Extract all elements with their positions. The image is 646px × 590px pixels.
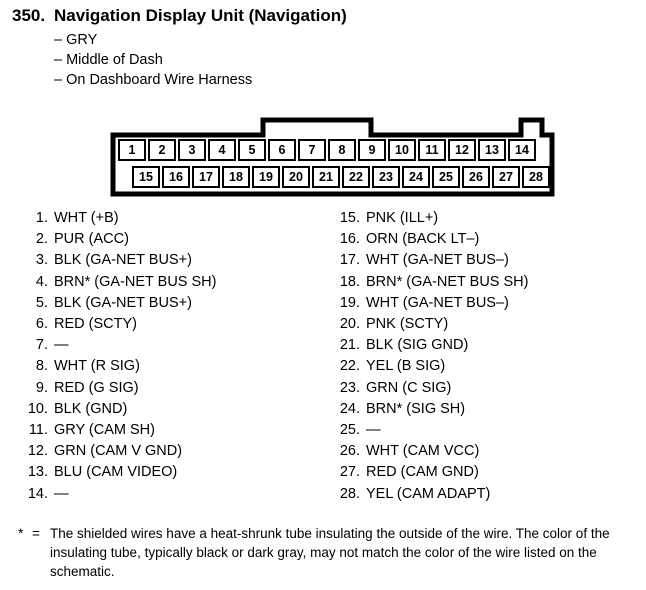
pin-cell: 7 (298, 139, 326, 161)
pin-number: 16. (339, 231, 360, 248)
pin-label: RED (SCTY) (54, 316, 137, 333)
pin-label: WHT (CAM VCC) (366, 443, 480, 460)
pin-cell: 18 (222, 166, 250, 188)
list-item (330, 250, 630, 271)
pin-number: 1. (35, 210, 48, 226)
pin-number: 6. (35, 316, 48, 333)
pin-label: BLK (SIG GND) (366, 337, 469, 354)
pin-number: 2. (35, 231, 48, 248)
pin-number: 9. (35, 379, 48, 396)
pin-number: 12. (27, 443, 48, 460)
footnote (18, 524, 638, 581)
pin-label: — (54, 485, 69, 502)
list-item (18, 441, 318, 462)
pin-label: BLU (CAM VIDEO) (54, 464, 178, 481)
pin-label: ORN (BACK LT–) (366, 231, 480, 248)
pin-cell: 27 (492, 166, 520, 188)
pin-number: 17. (339, 252, 360, 269)
connector-bottom-pin-row (132, 166, 552, 188)
list-item (330, 229, 630, 250)
list-item (18, 484, 318, 505)
list-item (330, 484, 630, 505)
pin-number: 10. (27, 400, 48, 417)
pin-cell: 12 (448, 139, 476, 161)
pin-cell: 20 (282, 166, 310, 188)
pin-label: BLK (GA-NET BUS+) (54, 252, 192, 269)
connector-diagram (110, 117, 555, 197)
pin-cell: 14 (508, 139, 536, 161)
list-item (18, 399, 318, 420)
pin-number: 21. (339, 337, 360, 354)
pin-label: WHT (GA-NET BUS–) (366, 252, 509, 269)
pin-cell: 26 (462, 166, 490, 188)
list-item (330, 420, 630, 441)
list-item (330, 272, 630, 293)
pin-label: PNK (SCTY) (366, 316, 449, 333)
pin-label: BRN* (GA-NET BUS SH) (366, 273, 529, 290)
pin-label: PUR (ACC) (54, 231, 129, 248)
pin-number: 8. (35, 358, 48, 375)
pin-cell: 13 (478, 139, 506, 161)
pin-label: GRN (CAM V GND) (54, 443, 183, 460)
pin-number: 5. (35, 294, 48, 311)
list-item (330, 314, 630, 335)
list-item (330, 441, 630, 462)
pin-cell: 9 (358, 139, 386, 161)
pin-cell: 2 (148, 139, 176, 161)
list-item (18, 229, 318, 250)
pin-cell: 6 (268, 139, 296, 161)
list-item (330, 378, 630, 399)
list-item (18, 420, 318, 441)
list-item (330, 293, 630, 314)
list-item (330, 356, 630, 377)
pin-label: — (366, 422, 381, 439)
pin-label: WHT (R SIG) (54, 358, 140, 375)
pin-number: 24. (339, 400, 360, 417)
footnote-text: The shielded wires have a heat-shrunk tube insulating the outside of the wire. The color of the insulating tube, typically black or dark gray, may not match the color of the wire listed on the schematic. (50, 526, 610, 579)
footnote-marker: * (18, 525, 24, 541)
pin-legend-right-column (330, 208, 630, 505)
pin-number: 28. (339, 485, 360, 502)
section-number: 350. (12, 6, 46, 25)
pin-cell: 17 (192, 166, 220, 188)
pin-cell: 24 (402, 166, 430, 188)
pin-number: 19. (339, 294, 360, 311)
pin-label: GRY (CAM SH) (54, 422, 155, 439)
pin-number: 18. (339, 273, 360, 290)
pin-number: 27. (339, 464, 360, 481)
footnote-equals: = (32, 526, 40, 541)
pin-label: WHT (GA-NET BUS–) (366, 294, 509, 311)
pin-cell: 19 (252, 166, 280, 188)
pin-number: 4. (35, 273, 48, 290)
pin-number: 25. (339, 422, 360, 439)
subtitle-line: – On Dashboard Wire Harness (54, 72, 253, 88)
pin-cell: 5 (238, 139, 266, 161)
list-item (330, 399, 630, 420)
pin-label: GRN (C SIG) (366, 379, 452, 396)
section-title: Navigation Display Unit (Navigation) (54, 6, 347, 25)
pin-label: — (54, 337, 69, 354)
list-item (330, 208, 630, 229)
list-item (18, 378, 318, 399)
pin-number: 15. (339, 210, 360, 226)
subtitle-line: – GRY (54, 32, 98, 48)
pin-number: 3. (35, 252, 48, 269)
pin-cell: 11 (418, 139, 446, 161)
pin-cell: 1 (118, 139, 146, 161)
pin-number: 26. (339, 443, 360, 460)
pin-label: BLK (GND) (54, 400, 128, 417)
pin-cell: 3 (178, 139, 206, 161)
pin-label: WHT (+B) (54, 210, 119, 226)
pin-cell: 21 (312, 166, 340, 188)
pin-label: BRN* (GA-NET BUS SH) (54, 273, 217, 290)
pin-cell: 25 (432, 166, 460, 188)
list-item (330, 462, 630, 483)
pin-cell: 23 (372, 166, 400, 188)
pin-label: BRN* (SIG SH) (366, 400, 466, 417)
pin-cell: 28 (522, 166, 550, 188)
pin-number: 13. (27, 464, 48, 481)
pin-label: BLK (GA-NET BUS+) (54, 294, 192, 311)
subtitle-list (54, 30, 252, 90)
pin-label: YEL (CAM ADAPT) (366, 485, 491, 502)
pin-number: 14. (27, 485, 48, 502)
list-item (330, 335, 630, 356)
pin-cell: 15 (132, 166, 160, 188)
pin-cell: 10 (388, 139, 416, 161)
pin-cell: 16 (162, 166, 190, 188)
list-item (18, 250, 318, 271)
pin-cell: 4 (208, 139, 236, 161)
pin-label: PNK (ILL+) (366, 210, 439, 226)
list-item (18, 335, 318, 356)
pin-label: RED (CAM GND) (366, 464, 479, 481)
list-item (18, 208, 318, 229)
pin-cell: 22 (342, 166, 370, 188)
pin-number: 20. (339, 316, 360, 333)
pin-legend-left-column (18, 208, 318, 505)
page-title (12, 6, 347, 26)
list-item (18, 272, 318, 293)
pin-number: 22. (339, 358, 360, 375)
connector-top-pin-row (118, 139, 538, 161)
list-item (18, 356, 318, 377)
pin-label: YEL (B SIG) (366, 358, 446, 375)
subtitle-line: – Middle of Dash (54, 52, 163, 68)
list-item (18, 462, 318, 483)
pin-number: 11. (28, 422, 48, 439)
pin-number: 7. (35, 337, 48, 354)
pin-cell: 8 (328, 139, 356, 161)
pin-number: 23. (339, 379, 360, 396)
list-item (18, 314, 318, 335)
list-item (18, 293, 318, 314)
pin-label: RED (G SIG) (54, 379, 139, 396)
